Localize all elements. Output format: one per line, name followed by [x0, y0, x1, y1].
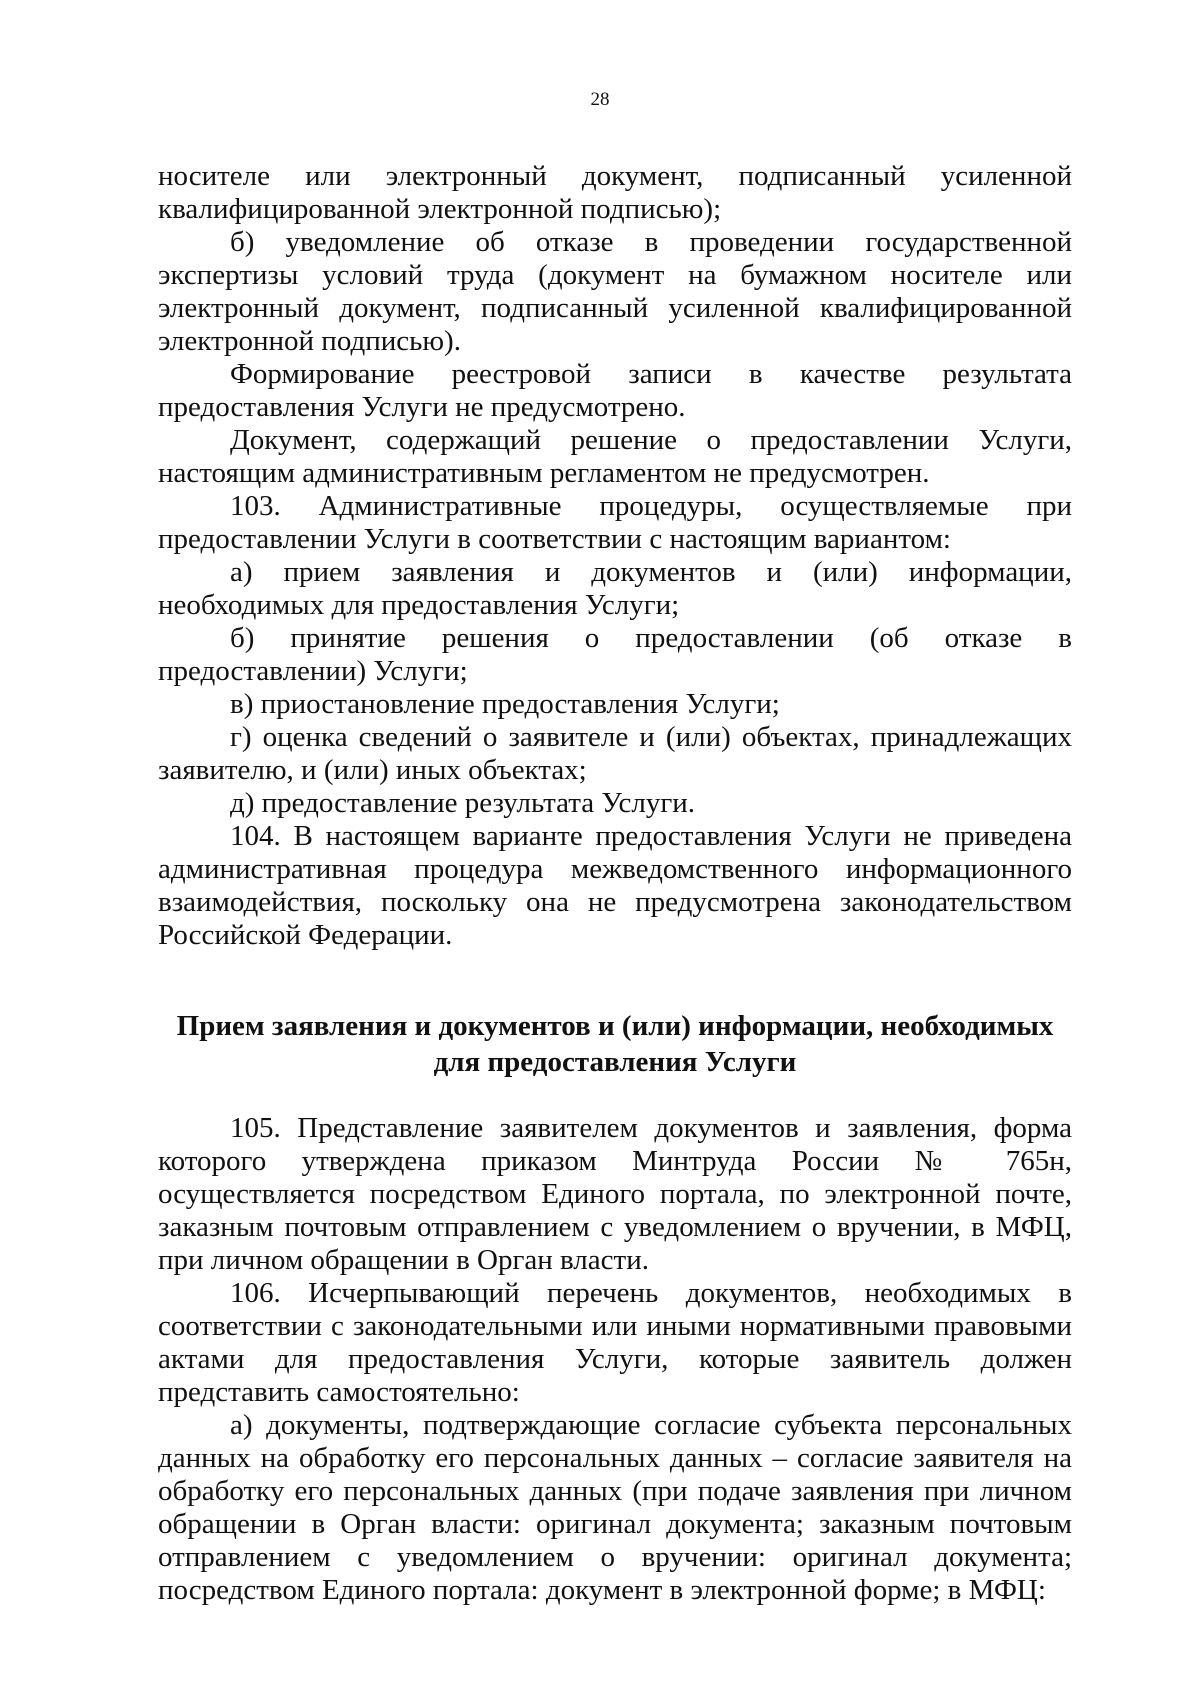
- document-body: [158, 160, 1072, 1607]
- paragraph-item-b-notice: б) уведомление об отказе в проведении государственной экспертизы условий труда (документ на бумажном носителе или электронный документ, подписанный усиленной квалифицированной электронной подписью).: [158, 226, 1072, 357]
- paragraph-decision-document: Документ, содержащий решение о предоставлении Услуги, настоящим административным регламентом не предусмотрен.: [158, 424, 1072, 489]
- paragraph-103-a: а) прием заявления и документов и (или) информации, необходимых для предоставления Услуги;: [158, 556, 1072, 621]
- paragraph-104: 104. В настоящем варианте предоставления Услуги не приведена административная процедура межведомственного информационного взаимодействия, поскольку она не предусмотрена законодательством Российской Федерации.: [158, 820, 1072, 951]
- paragraph-105: 105. Представление заявителем документов и заявления, форма которого утверждена приказом Минтруда России № 765н, осуществляется посредством Единого портала, по электронной почте, заказным почтовым отправлением с уведомлением о вручении, в МФЦ, при личном обращении в Орган власти.: [158, 1112, 1072, 1276]
- paragraph-106: 106. Исчерпывающий перечень документов, необходимых в соответствии с законодательными или иными нормативными правовыми актами для предоставления Услуги, которые заявитель должен представить самостоятельно:: [158, 1277, 1072, 1408]
- paragraph-continuation: носителе или электронный документ, подписанный усиленной квалифицированной электронной подписью);: [158, 160, 1072, 225]
- paragraph-103-c: в) приостановление предоставления Услуги;: [230, 688, 780, 720]
- paragraph-103-d: г) оценка сведений о заявителе и (или) объектах, принадлежащих заявителю, и (или) иных объектах;: [158, 721, 1072, 786]
- page-number: 28: [590, 89, 610, 110]
- paragraph-103: 103. Административные процедуры, осуществляемые при предоставлении Услуги в соответствии с настоящим вариантом:: [158, 490, 1072, 555]
- paragraph-103-e: д) предоставление результата Услуги.: [230, 787, 695, 819]
- paragraph-registry-record: Формирование реестровой записи в качестве результата предоставления Услуги не предусмотрено.: [158, 358, 1072, 423]
- paragraph-106-a: а) документы, подтверждающие согласие субъекта персональных данных на обработку его персональных данных – согласие заявителя на обработку его персональных данных (при подаче заявления при личном обращении в Орган власти: оригинал документа; заказным почтовым отправлением с уведомлением о вручении: оригинал документа; посредством Единого портала: документ в электронной форме; в МФЦ:: [158, 1409, 1072, 1606]
- section-heading: Прием заявления и документов и (или) информации, необходимых для предоставления Услуги: [176, 1010, 1054, 1078]
- paragraph-103-b: б) принятие решения о предоставлении (об отказе в предоставлении) Услуги;: [158, 622, 1072, 687]
